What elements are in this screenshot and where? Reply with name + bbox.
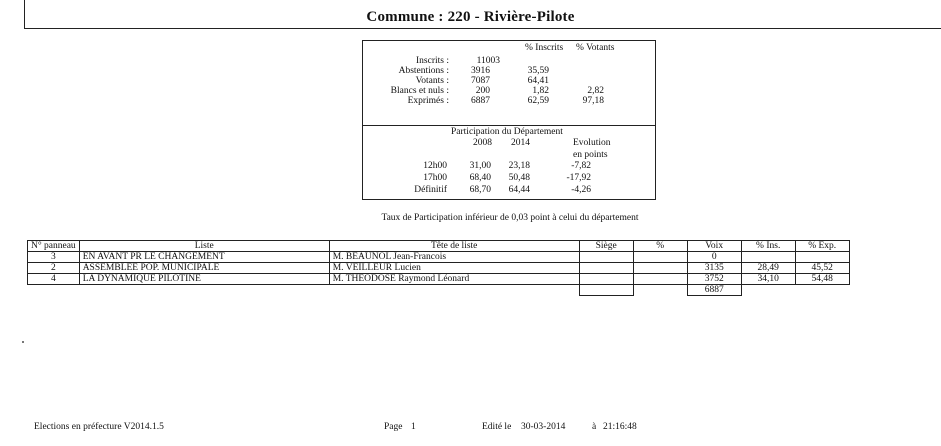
cell-liste: EN AVANT PR LE CHANGEMENT — [79, 252, 329, 263]
cell-pct — [633, 263, 687, 274]
stats-box — [362, 40, 656, 200]
participation-evol-definitif: -4,26 — [571, 185, 591, 195]
stat-pctvot-blancs: 2,82 — [587, 86, 604, 96]
totals-row — [28, 285, 850, 296]
footer-page-label: Page — [384, 422, 403, 432]
page-title: Commune : 220 - Rivière-Pilote — [366, 9, 575, 25]
table-row — [28, 274, 850, 285]
stat-pctins-exprimes: 62,59 — [527, 96, 549, 106]
participation-col-2014: 2014 — [511, 138, 530, 148]
cell-panneau: 2 — [28, 263, 80, 274]
header-tete-de-liste: Tête de liste — [329, 241, 579, 252]
cell-pct — [633, 274, 687, 285]
footer-time: 21:16:48 — [603, 422, 637, 432]
cell-voix: 3752 — [687, 274, 741, 285]
header-pct-exp: % Exp. — [795, 241, 849, 252]
cell-tete: M. BEAUNOL Jean-Francois — [329, 252, 579, 263]
total-siege — [579, 285, 633, 296]
participation-label-definitif: Définitif — [414, 185, 447, 195]
stat-pctins-votants: 64,41 — [527, 76, 549, 86]
participation-evol-17h: -17,92 — [566, 173, 591, 183]
cell-panneau: 3 — [28, 252, 80, 263]
header-pct-votants: % Votants — [576, 43, 615, 53]
stat-label-blancs: Blancs et nuls : — [390, 86, 449, 96]
header-pct: % — [633, 241, 687, 252]
stat-pctins-abstentions: 35,59 — [527, 66, 549, 76]
cell-tete: M. THEODOSE Raymond Léonard — [329, 274, 579, 285]
stat-label-exprimes: Exprimés : — [407, 96, 449, 106]
stat-pctvot-exprimes: 97,18 — [582, 96, 604, 106]
stat-label-inscrits: Inscrits : — [416, 56, 449, 66]
title-underline — [24, 28, 941, 29]
cell-pct-exp: 54,48 — [795, 274, 849, 285]
cell-panneau: 4 — [28, 274, 80, 285]
stat-value-inscrits: 11003 — [476, 56, 500, 66]
header-siege: Siège — [579, 241, 633, 252]
cell-pct-ins: 28,49 — [741, 263, 795, 274]
participation-label-12h: 12h00 — [423, 161, 447, 171]
header-liste: Liste — [79, 241, 329, 252]
stat-value-exprimes: 6887 — [471, 96, 490, 106]
participation-title: Participation du Département — [451, 127, 563, 137]
cell-voix: 0 — [687, 252, 741, 263]
results-table — [27, 240, 850, 296]
stat-label-votants: Votants : — [415, 76, 449, 86]
participation-2008-12h: 31,00 — [469, 161, 491, 171]
participation-col-2008: 2008 — [473, 138, 492, 148]
footer-edited-label: Edité le — [482, 422, 512, 432]
participation-2014-17h: 50,48 — [508, 173, 530, 183]
participation-2014-12h: 23,18 — [508, 161, 530, 171]
stat-label-abstentions: Abstentions : — [398, 66, 449, 76]
cell-siege — [579, 252, 633, 263]
stat-value-blancs: 200 — [475, 86, 490, 96]
participation-2008-definitif: 68,70 — [469, 185, 491, 195]
participation-note: Taux de Participation inférieur de 0,03 point à celui du département — [381, 213, 639, 223]
table-row — [28, 263, 850, 274]
participation-label-17h: 17h00 — [423, 173, 447, 183]
stats-separator — [363, 125, 655, 126]
footer-date: 30-03-2014 — [521, 422, 566, 432]
cell-siege — [579, 263, 633, 274]
cell-pct-exp: 45,52 — [795, 263, 849, 274]
cell-voix: 3135 — [687, 263, 741, 274]
stat-value-votants: 7087 — [471, 76, 490, 86]
header-voix: Voix — [687, 241, 741, 252]
scan-speck — [22, 341, 24, 343]
stat-pctins-blancs: 1,82 — [532, 86, 549, 96]
participation-2014-definitif: 64,44 — [508, 185, 530, 195]
stat-value-abstentions: 3916 — [471, 66, 490, 76]
participation-evol-12h: -7,82 — [571, 161, 591, 171]
participation-2008-17h: 68,40 — [469, 173, 491, 183]
cell-liste: ASSEMBLEE POP. MUNICIPALE — [79, 263, 329, 274]
header-panneau: N° panneau — [28, 241, 80, 252]
cell-pct-exp — [795, 252, 849, 263]
cell-pct-ins: 34,10 — [741, 274, 795, 285]
footer-version: Elections en préfecture V2014.1.5 — [34, 422, 164, 432]
participation-col-evolution: Evolution — [573, 138, 611, 148]
total-voix: 6887 — [687, 285, 741, 296]
cell-siege — [579, 274, 633, 285]
cell-liste: LA DYNAMIQUE PILOTINE — [79, 274, 329, 285]
cell-pct — [633, 252, 687, 263]
footer-page-number: 1 — [411, 422, 416, 432]
participation-col-evolution-unit: en points — [573, 150, 608, 160]
cell-tete: M. VEILLEUR Lucien — [329, 263, 579, 274]
header-pct-ins: % Ins. — [741, 241, 795, 252]
footer-at-label: à — [592, 422, 597, 432]
results-header-row — [28, 241, 850, 252]
table-row — [28, 252, 850, 263]
header-pct-inscrits: % Inscrits — [525, 43, 564, 53]
cell-pct-ins — [741, 252, 795, 263]
